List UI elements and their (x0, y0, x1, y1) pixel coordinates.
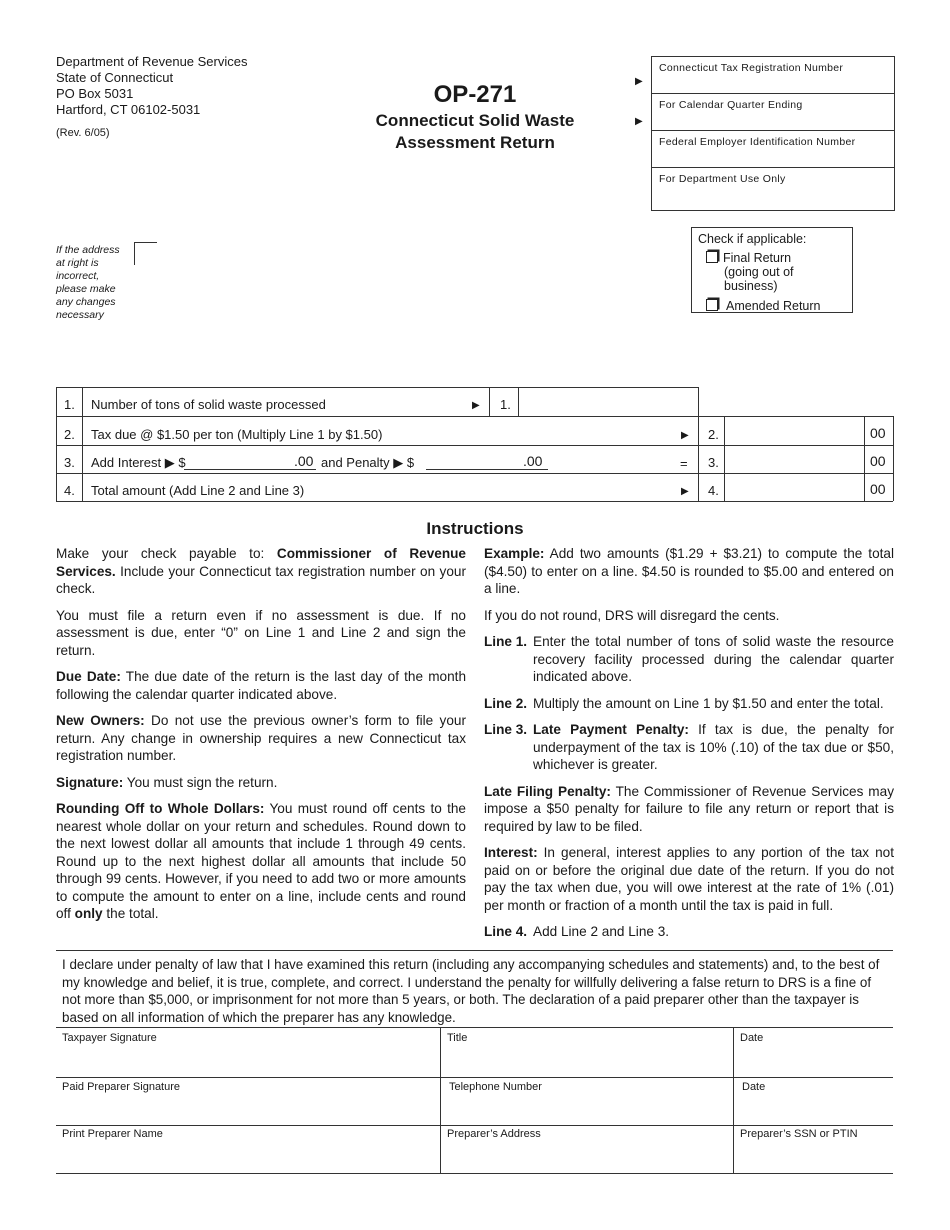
line-4-number: 4. (64, 483, 75, 498)
final-return-label: Final Return (723, 251, 792, 265)
instructions-left-column (56, 545, 466, 932)
line-4-box-label: 4. (708, 483, 719, 498)
form-title-line-1: Connecticut Solid Waste (375, 111, 575, 130)
line-2-input[interactable] (725, 417, 870, 444)
department-address (56, 54, 247, 141)
line-3-input[interactable] (725, 446, 863, 472)
telephone-field[interactable]: Telephone Number (449, 1081, 542, 1093)
line-3-box-label: 3. (708, 455, 719, 470)
late-filing-paragraph: Late Filing Penalty: The Commissioner of Revenue Services may impose a $50 penalty for failure to file any return or report that is required by law to be filed. (484, 783, 894, 834)
line-2-instruction: Line 2. Multiply the amount on Line 1 by $1.50 and enter the total. (484, 695, 884, 711)
amended-return-checkbox[interactable] (706, 299, 718, 311)
form-number: OP-271 (433, 81, 517, 108)
address-note-line: incorrect, (56, 270, 100, 282)
line-2-label: Tax due @ $1.50 per ton (Multiply Line 1 by $1.50) (91, 427, 383, 442)
dept-line: PO Box 5031 (56, 86, 134, 101)
dept-line: Department of Revenue Services (56, 54, 248, 69)
line-2-box-label: 2. (708, 427, 719, 442)
no-round-paragraph: If you do not round, DRS will disregard the cents. (484, 607, 780, 623)
arrow-icon: ▶ (635, 116, 643, 127)
preparer-date-field[interactable]: Date (742, 1081, 766, 1093)
new-owners-paragraph: New Owners: Do not use the previous owner’s form to file your return. Any change in ownership requires a new Connecticut tax registration number. (56, 713, 466, 763)
identification-box (651, 56, 895, 211)
calendar-quarter-field[interactable]: For Calendar Quarter Ending (652, 94, 894, 131)
arrow-icon: ▶ (472, 400, 480, 411)
penalty-cents: .00 (523, 453, 543, 469)
final-return-option[interactable] (706, 251, 846, 265)
line-3-number: 3. (64, 455, 75, 470)
due-date-paragraph: Due Date: The due date of the return is the last day of the month following the calendar quarter indicated above. (56, 669, 466, 702)
check-applicable-heading: Check if applicable: (698, 232, 807, 246)
line-3-interest-label: Add Interest ▶ $ (91, 455, 186, 470)
rounding-paragraph: Rounding Off to Whole Dollars: You must round off cents to the nearest whole dollar on your return and schedules. Round down to the next lowest dollar all amounts that include 1 through 49 cents. Round up to the next highest dollar all amounts that include 50 through 99 cents. However, if you need to add two or more amounts to compute the amount to enter on a line, include cents and round off only the total. (56, 801, 466, 921)
line-3-cents: 00 (870, 453, 886, 469)
line-4-cents: 00 (870, 481, 886, 497)
file-return-paragraph: You must file a return even if no assessment is due. If no assessment is due, enter “0” on Line 1 and Line 2 and sign the return. (56, 607, 466, 658)
line-1-instruction: Line 1. Enter the total number of tons of solid waste the resource recovery facility processed during the calendar quarter indicated above. (484, 634, 894, 684)
arrow-icon: ▶ (635, 76, 643, 87)
arrow-icon: ▶ (681, 486, 689, 497)
interest-cents: .00 (294, 453, 314, 469)
address-corner-mark (134, 242, 157, 265)
dept-line: State of Connecticut (56, 70, 174, 85)
line-4-label: Total amount (Add Line 2 and Line 3) (91, 483, 305, 498)
line-1-box-label: 1. (500, 397, 511, 412)
preparer-address-field[interactable]: Preparer’s Address (447, 1128, 541, 1140)
address-note-line: any changes (56, 296, 116, 308)
taxpayer-signature-field[interactable]: Taxpayer Signature (62, 1032, 157, 1044)
example-paragraph: Example: Add two amounts ($1.29 + $3.21) to compute the total ($4.50) to enter on a line. $4.50 is rounded to $5.00 and entered on a line. (484, 546, 894, 596)
title-field[interactable]: Title (447, 1032, 468, 1044)
line-3-penalty-label: and Penalty ▶ $ (321, 455, 415, 470)
fein-field[interactable]: Federal Employer Identification Number (652, 131, 894, 168)
preparer-ssn-field[interactable]: Preparer’s SSN or PTIN (740, 1128, 858, 1140)
interest-input-line[interactable] (184, 469, 316, 470)
arrow-icon: ▶ (681, 430, 689, 441)
amended-return-option[interactable] (706, 299, 846, 313)
amended-return-label: Amended Return (726, 299, 821, 313)
penalty-input-line[interactable] (426, 469, 548, 470)
form-title-line-2: Assessment Return (395, 133, 555, 152)
address-note-line: please make (56, 283, 116, 295)
line-2-number: 2. (64, 427, 75, 442)
preparer-signature-field[interactable]: Paid Preparer Signature (62, 1081, 181, 1093)
line-2-cents: 00 (870, 425, 886, 441)
address-note-line: If the address (56, 244, 120, 256)
equals-sign: = (680, 456, 688, 471)
instructions-heading: Instructions (426, 519, 524, 538)
preparer-name-field[interactable]: Print Preparer Name (62, 1128, 163, 1140)
final-return-checkbox[interactable] (706, 251, 718, 263)
payable-paragraph: Make your check payable to: Commissioner of Revenue Services. Include your Connecticut tax registration number on your check. (56, 546, 466, 596)
instructions-right-column (484, 545, 894, 950)
declaration-text: I declare under penalty of law that I have examined this return (including any accompanying schedules and statements) and, to the best of my knowledge and belief, it is true, complete, and correct. I understand the penalty for willfully delivering a false return to DRS is a fine of not more than $5,000, or imprisonment for not more than 5 years, or both. The declaration of a paid preparer other than the taxpayer is based on all information of which the preparer has any knowledge. (56, 950, 893, 1028)
tax-registration-field[interactable]: Connecticut Tax Registration Number (652, 57, 894, 94)
dept-line: Hartford, CT 06102-5031 (56, 102, 201, 117)
address-note (56, 244, 120, 322)
revision-date: (Rev. 6/05) (56, 127, 110, 139)
signature-paragraph: Signature: You must sign the return. (56, 774, 278, 790)
interest-paragraph: Interest: In general, interest applies to any portion of the tax not paid on or before the original due date of the return. If you do not pay the tax when due, you will owe interest at the rate of 1% (.01) per month or fraction of a month until the tax is paid in full. (484, 845, 894, 913)
line-4-instruction: Line 4. Add Line 2 and Line 3. (484, 924, 670, 939)
line-1-number: 1. (64, 397, 75, 412)
form-title-block (330, 80, 620, 154)
computation-table (56, 387, 893, 502)
signature-section (56, 1027, 893, 1174)
line-4-input[interactable] (725, 474, 863, 500)
final-return-sublabel: (going out of business) (724, 265, 794, 293)
check-applicable-box (691, 227, 853, 313)
date-field[interactable]: Date (740, 1032, 764, 1044)
address-note-line: at right is (56, 257, 99, 269)
line-3-instruction: Line 3. Late Payment Penalty: If tax is due, the penalty for underpayment of the tax is 10% (.10) of the tax due or $50, whichever is greater. (484, 722, 894, 772)
line-1-input[interactable] (519, 388, 697, 415)
department-use-field: For Department Use Only (659, 173, 786, 185)
line-1-label: Number of tons of solid waste processed (91, 397, 326, 412)
address-note-line: necessary (56, 309, 104, 321)
